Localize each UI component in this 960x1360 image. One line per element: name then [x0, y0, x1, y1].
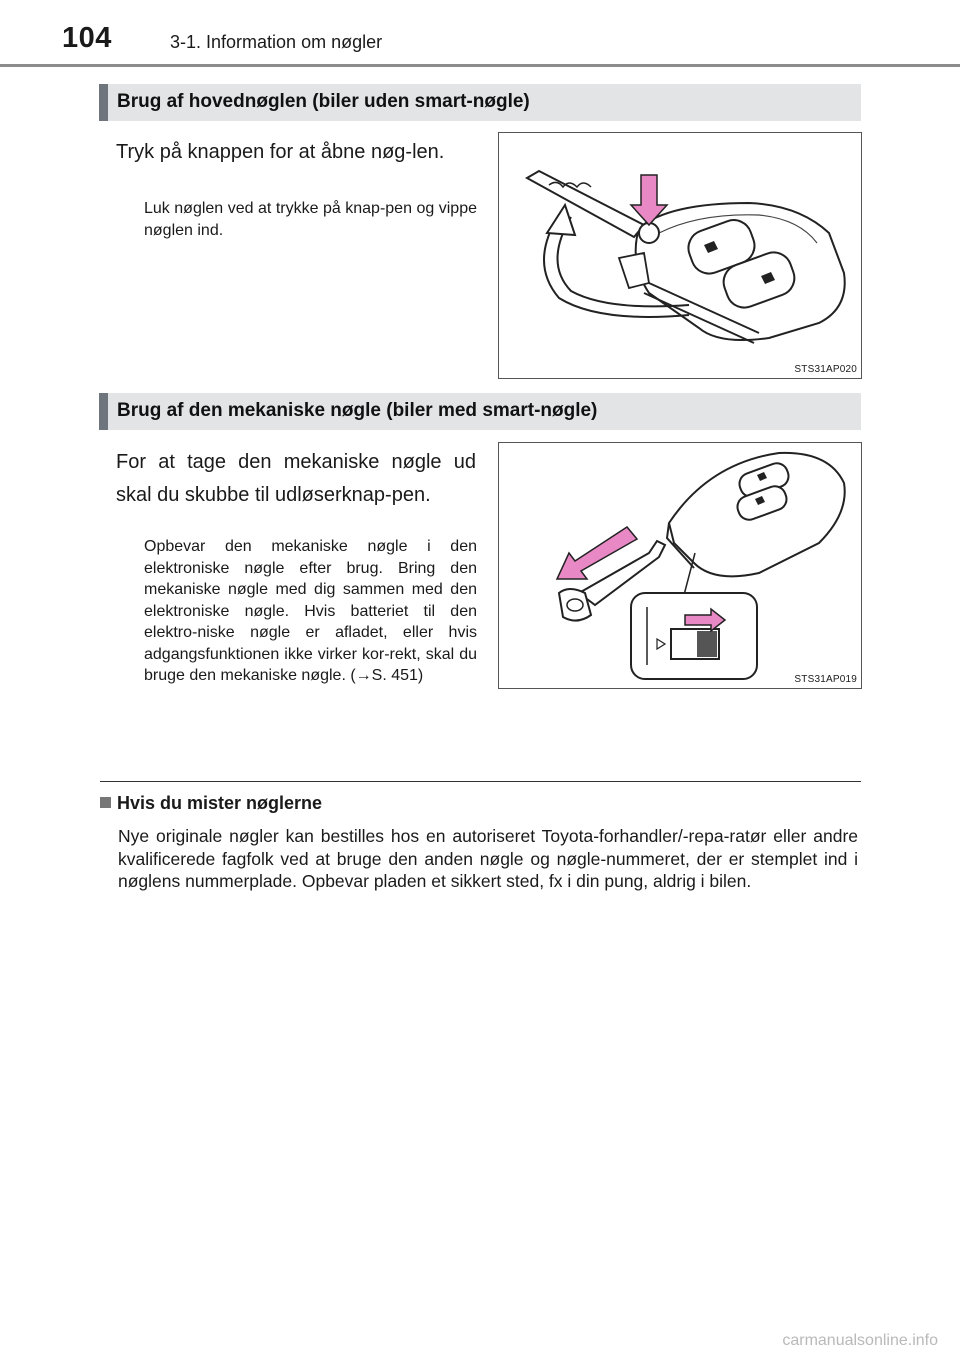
section-title: Brug af den mekaniske nøgle (biler med smart-nøgle) [117, 400, 598, 421]
figure-smart-key [498, 442, 862, 689]
chapter-title: 3-1. Information om nøgler [170, 32, 383, 52]
header-rule [0, 64, 960, 67]
figure-code: STS31AP019 [794, 674, 857, 685]
figure-main-key [498, 132, 862, 379]
step-note-mechanical-key: Opbevar den mekaniske nøgle i den elektroniske nøgle efter brug. Bring den mekaniske nøgle med dig sammen med den elektroniske nøgle. Hvis batteriet til den elektro-niske nøgle er afladet, eller hvis adgangsfunktionen ikke virker kor-rekt, skal du bruge den mekaniske nøgle. (→S. 451) [144, 538, 477, 684]
info-heading [100, 793, 322, 814]
section-title: Brug af hovednøglen (biler uden smart-nøgle) [117, 91, 530, 112]
page-header [0, 0, 960, 66]
bullet-square-icon [100, 797, 111, 808]
step-note-close-key: Luk nøglen ved at trykke på knap-pen og vippe nøglen ind. [144, 200, 477, 239]
divider-rule [100, 781, 861, 782]
main-key-illustration [499, 133, 862, 379]
step-text-remove-mechanical-key: For at tage den mekaniske nøgle ud skal du skubbe til udløserknap-pen. [116, 451, 476, 506]
watermark: carmanualsonline.info [782, 1332, 938, 1349]
info-body: Nye originale nøgler kan bestilles hos en autoriseret Toyota-forhandler/-repa-ratør eller andre kvalificerede fagfolk ved at bruge den anden nøgle og nøgle-nummeret, der er stemplet ind i nøglens nummerplade. Opbevar pladen et sikkert sted, fx i din pung, aldrig i bilen. [118, 826, 858, 891]
step-text-open-key: Tryk på knappen for at åbne nøg-len. [116, 141, 445, 163]
section-title-bar-main-key [99, 84, 861, 121]
info-heading-text: Hvis du mister nøglerne [117, 793, 323, 813]
smart-key-illustration [499, 443, 862, 689]
figure-code: STS31AP020 [794, 364, 857, 375]
page-number: 104 [62, 22, 112, 54]
section-title-bar-mechanical-key [99, 393, 861, 430]
